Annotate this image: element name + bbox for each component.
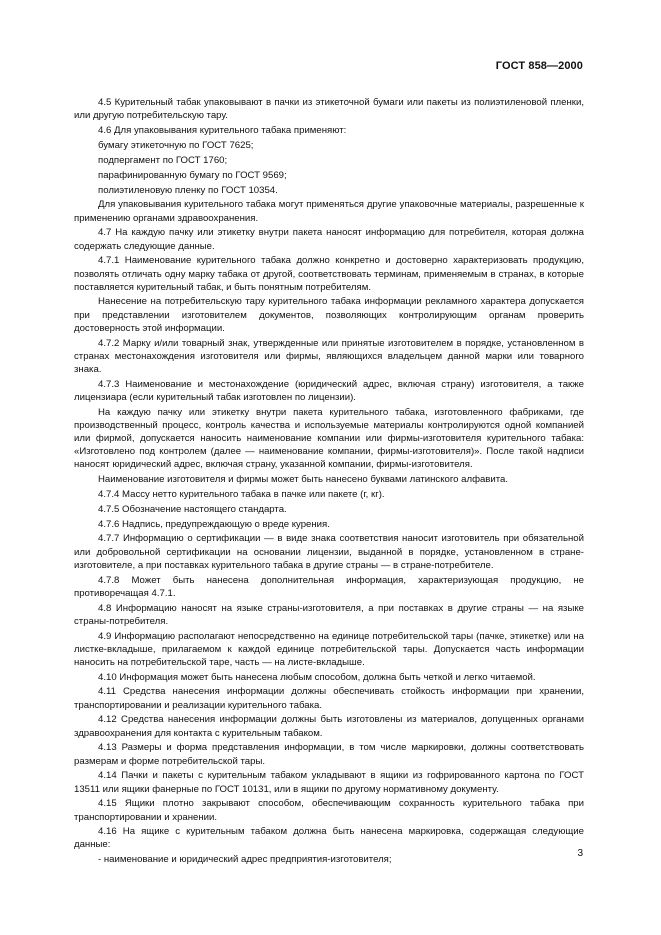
paragraph: Для упаковывания курительного табака могут применяться другие упаковочные материалы, разрешенные к применению органами здравоохранения. bbox=[74, 199, 584, 224]
paragraph: 4.14 Пачки и пакеты с курительным табаком укладывают в ящики из гофрированного картона по ГОСТ 13511 или ящики фанерные по ГОСТ 10131, или в ящики по другому нормативному документу. bbox=[74, 770, 584, 795]
paragraph: 4.7.2 Марку и/или товарный знак, утвержденные или принятые изготовителем в порядке, установленном в странах местонахождения изготовителя или фирмы, являющихся владельцем данной марки или товарного знака. bbox=[74, 337, 584, 375]
paragraph: - наименование и юридический адрес предприятия-изготовителя; bbox=[98, 854, 392, 866]
paragraph: 4.7.7 Информацию о сертификации — в виде знака соответствия наносит изготовитель при обязательной или добровольной сертификации на основании лицензии, выданной в порядке, установленном в стране-изготовителе, а при поставках курительного табака в другие страны — в стране-потребителе. bbox=[74, 533, 584, 571]
standard-code-header: ГОСТ 858—2000 bbox=[495, 60, 583, 72]
paragraph: 4.9 Информацию располагают непосредственно на единице потребительской тары (пачке, этикетке) или на листке-вкладыше, прилагаемом к каждой единице потребительской тары. Допускается часть информации наносить на потребительской таре, часть — на листе-вкладыше. bbox=[74, 630, 584, 668]
paragraph: Нанесение на потребительскую тару курительного табака информации рекламного характера допускается при представлении изготовителем документов, позволяющих контролирующим органам проверить достоверность этой информации. bbox=[74, 296, 584, 334]
paragraph: подпергамент по ГОСТ 1760; bbox=[98, 154, 228, 166]
paragraph: 4.7.6 Надпись, предупреждающую о вреде курения. bbox=[98, 518, 330, 530]
paragraph: 4.7.5 Обозначение настоящего стандарта. bbox=[98, 503, 287, 515]
page-number: 3 bbox=[577, 848, 583, 859]
paragraph: 4.16 На ящике с курительным табаком должна быть нанесена маркировка, содержащая следующие данные: bbox=[74, 826, 584, 851]
paragraph: 4.6 Для упаковывания курительного табака применяют: bbox=[98, 124, 347, 136]
paragraph: 4.11 Средства нанесения информации должны обеспечивать стойкость информации при хранении, транспортировании и реализации курительного табака. bbox=[74, 686, 584, 711]
paragraph: 4.15 Ящики плотно закрывают способом, обеспечивающим сохранность курительного табака при транспортировании и хранении. bbox=[74, 798, 584, 823]
paragraph: 4.13 Размеры и форма представления информации, в том числе маркировки, должны соответствовать размерам и форме потребительской тары. bbox=[74, 742, 584, 767]
paragraph: 4.5 Курительный табак упаковывают в пачки из этикеточной бумаги или пакеты из полиэтиленовой пленки, или другую потребительскую тару. bbox=[74, 97, 584, 122]
paragraph: полиэтиленовую пленку по ГОСТ 10354. bbox=[98, 184, 278, 196]
paragraph: 4.7.4 Массу нетто курительного табака в пачке или пакете (г, кг). bbox=[98, 488, 385, 500]
paragraph: Наименование изготовителя и фирмы может быть нанесено буквами латинского алфавита. bbox=[98, 473, 509, 485]
paragraph: 4.10 Информация может быть нанесена любым способом, должна быть четкой и легко читаемой. bbox=[98, 671, 536, 683]
document-body bbox=[74, 96, 584, 868]
paragraph: 4.7.8 Может быть нанесена дополнительная информация, характеризующая продукцию, не противоречащая 4.7.1. bbox=[74, 574, 584, 599]
paragraph: 4.12 Средства нанесения информации должны быть изготовлены из материалов, допущенных органами здравоохранения для контакта с курительным табаком. bbox=[74, 714, 584, 739]
paragraph: На каждую пачку или этикетку внутри пакета курительного табака, изготовленного фабриками, где производственный процесс, контроль качества и используемые материалы контролируются одной компанией или фирмой, допускается наносить наименование компании или фирмы-изготовителя курительного табака: «Изготовлено под контролем (далее — наименование компании, фирмы-изготовителя)». После такой надписи наносят юридический адрес, включая страну, указанной компании, фирмы-изготовителя. bbox=[74, 406, 584, 470]
paragraph: 4.7.3 Наименование и местонахождение (юридический адрес, включая страну) изготовителя, а также лицензиара (если курительный табак изготовлен по лицензии). bbox=[74, 378, 584, 403]
paragraph: парафинированную бумагу по ГОСТ 9569; bbox=[98, 169, 287, 181]
paragraph: 4.7.1 Наименование курительного табака должно конкретно и достоверно характеризовать продукцию, позволять отличать одну марку табака от другой, соответствовать терминам, применяемым в странах, в которые поставляется курительный табак, и быть понятным потребителям. bbox=[74, 255, 584, 293]
paragraph: бумагу этикеточную по ГОСТ 7625; bbox=[98, 139, 254, 151]
paragraph: 4.8 Информацию наносят на языке страны-изготовителя, а при поставках в другие страны — на языке страны-потребителя. bbox=[74, 602, 584, 627]
paragraph: 4.7 На каждую пачку или этикетку внутри пакета наносят информацию для потребителя, которая должна содержать следующие данные. bbox=[74, 227, 584, 252]
